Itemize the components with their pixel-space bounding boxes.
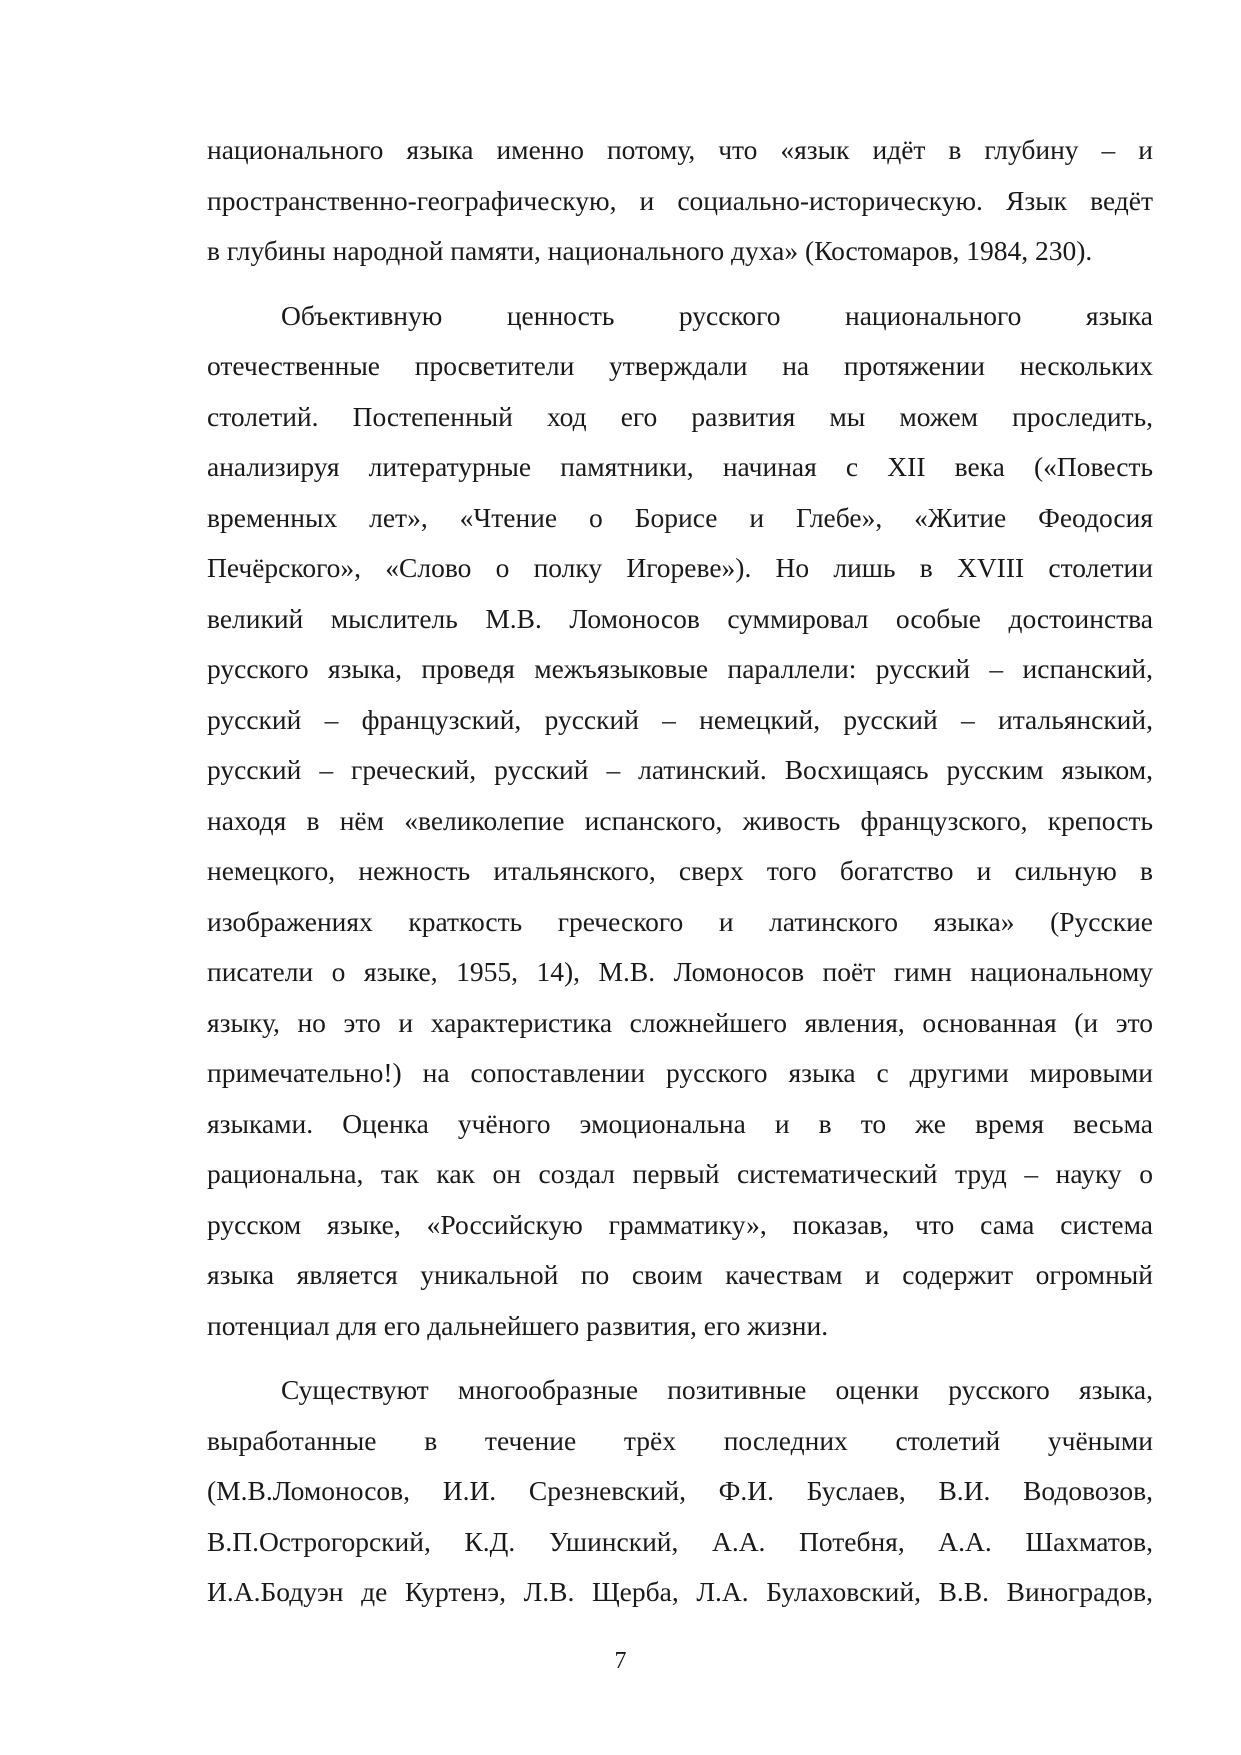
paragraph-line: потенциал для его дальнейшего развития, его жизни.	[207, 1309, 829, 1341]
paragraph-line: в глубины народной памяти, национального духа» (Костомаров, 1984, 230).	[207, 235, 1093, 266]
paragraph-line: примечательно!) на сопоставлении русского языка с другими мировыми	[207, 1057, 1153, 1088]
paragraph-line: русском языке, «Российскую грамматику», показав, что сама система	[207, 1208, 1153, 1240]
paragraph-line: языками. Оценка учёного эмоциональна и в то же время весьма	[207, 1107, 1153, 1139]
paragraph-line: языку, но это и характеристика сложнейшего явления, основанная (и это	[207, 1006, 1153, 1038]
paragraph-line: национального языка именно потому, что «язык идёт в глубину – и	[207, 134, 1153, 165]
paragraph-line: изображениях краткость греческого и латинского языка» (Русские	[207, 905, 1153, 937]
paragraph-line: временных лет», «Чтение о Борисе и Глебе», «Житие Феодосия	[207, 501, 1153, 533]
paragraph-line: русский – греческий, русский – латинский. Восхищаясь русским языком,	[207, 754, 1153, 785]
paragraph-line: столетий. Постепенный ход его развития мы можем проследить,	[207, 400, 1153, 432]
paragraph-line: анализируя литературные памятники, начиная с XII века («Повесть	[207, 451, 1153, 482]
paragraph-line: языка является уникальной по своим качествам и содержит огромный	[207, 1259, 1153, 1290]
paragraph-2	[207, 291, 1153, 1352]
paragraph-line: (М.В.Ломоносов, И.И. Срезневский, Ф.И. Буслаев, В.И. Водовозов,	[207, 1475, 1153, 1506]
paragraph-line: рациональна, так как он создал первый систематический труд – науку о	[207, 1158, 1153, 1189]
paragraph-line: И.А.Бодуэн де Куртенэ, Л.В. Щерба, Л.А. Булаховский, В.В. Виноградов,	[207, 1576, 1153, 1607]
paragraph-line: великий мыслитель М.В. Ломоносов суммировал особые достоинства	[207, 602, 1153, 634]
paragraph-line: русский – французский, русский – немецкий, русский – итальянский,	[207, 703, 1153, 735]
paragraph-line: находя в нём «великолепие испанского, живость французского, крепость	[207, 804, 1153, 836]
paragraph-line: Существуют многообразные позитивные оценки русского языка,	[281, 1374, 1153, 1405]
paragraph-line: Объективную ценность русского национального языка	[281, 299, 1153, 331]
paragraph-line: выработанные в течение трёх последних столетий учёными	[207, 1424, 1153, 1456]
paragraph-line: Печёрского», «Слово о полку Игореве»). Но лишь в XVIII столетии	[207, 552, 1153, 583]
paragraph-line: немецкого, нежность итальянского, сверх того богатство и сильную в	[207, 855, 1153, 886]
paragraph-line: русского языка, проведя межъязыковые параллели: русский – испанский,	[207, 653, 1153, 684]
paragraph-1	[207, 125, 1153, 277]
document-body	[207, 125, 1153, 1632]
paragraph-line: писатели о языке, 1955, 14), М.В. Ломоносов поёт гимн национальному	[207, 956, 1153, 987]
paragraph-line: отечественные просветители утверждали на протяжении нескольких	[207, 350, 1153, 381]
paragraph-line: В.П.Острогорский, К.Д. Ушинский, А.А. Потебня, А.А. Шахматов,	[207, 1525, 1153, 1557]
paragraph-line: пространственно-географическую, и социально-историческую. Язык ведёт	[207, 184, 1153, 216]
paragraph-3	[207, 1365, 1153, 1618]
page-number: 7	[614, 1648, 627, 1674]
